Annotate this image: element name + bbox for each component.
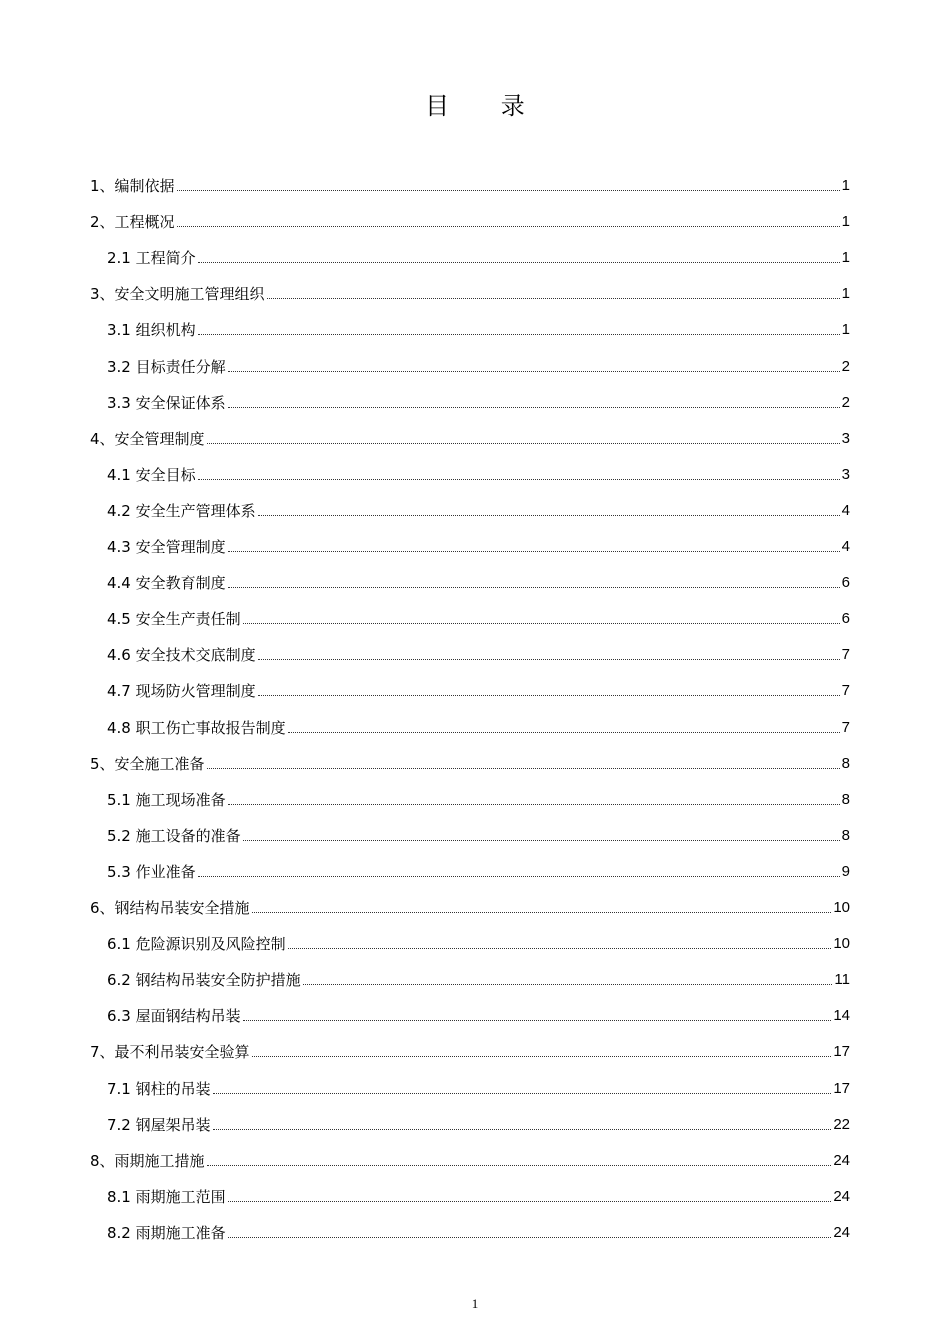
toc-entry-label: 6.2 钢结构吊装安全防护措施 bbox=[107, 971, 301, 990]
toc-entry-page: 6 bbox=[841, 610, 850, 628]
toc-leader-dots bbox=[177, 190, 840, 191]
toc-entry[interactable] bbox=[107, 998, 850, 1034]
toc-leader-dots bbox=[258, 695, 840, 696]
page-title: 目 录 bbox=[425, 92, 547, 120]
toc-leader-dots bbox=[228, 1201, 832, 1202]
toc-entry-page: 14 bbox=[833, 1007, 850, 1025]
toc-entry-label: 4.3 安全管理制度 bbox=[107, 538, 226, 556]
toc-leader-dots bbox=[228, 804, 840, 805]
toc-entry-page: 10 bbox=[833, 935, 850, 953]
toc-entry[interactable] bbox=[107, 565, 850, 601]
toc-entry[interactable] bbox=[90, 746, 850, 782]
toc-entry-page: 1 bbox=[841, 285, 850, 303]
toc-leader-dots bbox=[207, 443, 840, 444]
toc-entry-label: 7.2 钢屋架吊装 bbox=[107, 1115, 211, 1134]
toc-entry-page: 24 bbox=[833, 1187, 850, 1205]
toc-entry-page: 1 bbox=[841, 321, 850, 339]
toc-leader-dots bbox=[243, 623, 840, 624]
toc-entry-label: 4.6 安全技术交底制度 bbox=[107, 646, 256, 665]
toc-leader-dots bbox=[288, 732, 840, 733]
toc-entry-label: 7、最不利吊装安全验算 bbox=[90, 1043, 250, 1062]
toc-entry-label: 8.2 雨期施工准备 bbox=[107, 1223, 226, 1242]
toc-entry[interactable] bbox=[90, 1034, 850, 1070]
toc-entry-page: 2 bbox=[841, 357, 850, 375]
toc-leader-dots bbox=[303, 984, 833, 985]
toc-entry-page: 6 bbox=[841, 574, 850, 592]
toc-entry-label: 6.1 危险源识别及风险控制 bbox=[107, 935, 286, 954]
toc-leader-dots bbox=[267, 298, 840, 299]
toc-entry-label: 5.2 施工设备的准备 bbox=[107, 826, 241, 845]
toc-leader-dots bbox=[198, 334, 840, 335]
toc-entry-page: 1 bbox=[841, 213, 850, 231]
toc-leader-dots bbox=[228, 587, 840, 588]
toc-entry[interactable] bbox=[107, 457, 850, 493]
toc-entry-page: 10 bbox=[833, 899, 850, 916]
toc-entry-label: 1、编制依据 bbox=[90, 177, 175, 195]
toc-leader-dots bbox=[213, 1129, 832, 1130]
toc-entry-label: 8.1 雨期施工范围 bbox=[107, 1187, 226, 1206]
toc-entry-label: 4、安全管理制度 bbox=[90, 429, 205, 448]
toc-entry-page: 7 bbox=[841, 646, 850, 664]
toc-leader-dots bbox=[207, 768, 840, 769]
toc-entry[interactable] bbox=[90, 168, 850, 204]
toc-entry-label: 4.7 现场防火管理制度 bbox=[107, 682, 256, 701]
toc-entry-page: 8 bbox=[841, 754, 850, 772]
toc-entry-page: 3 bbox=[841, 429, 850, 447]
toc-entry[interactable] bbox=[107, 637, 850, 673]
toc-entry[interactable] bbox=[107, 818, 850, 854]
toc-entry-page: 4 bbox=[841, 501, 850, 519]
toc-entry-page: 24 bbox=[833, 1151, 850, 1169]
toc-entry-page: 17 bbox=[833, 1079, 850, 1097]
toc-leader-dots bbox=[258, 659, 840, 660]
toc-entry-label: 3.2 目标责任分解 bbox=[107, 357, 226, 376]
toc-entry[interactable] bbox=[107, 1179, 850, 1215]
toc-entry[interactable] bbox=[90, 204, 850, 240]
toc-entry[interactable] bbox=[107, 601, 850, 637]
toc-entry[interactable] bbox=[90, 276, 850, 312]
toc-leader-dots bbox=[228, 371, 840, 372]
toc-entry[interactable] bbox=[90, 1143, 850, 1179]
toc-entry-label: 3.3 安全保证体系 bbox=[107, 393, 226, 412]
toc-entry-label: 2、工程概况 bbox=[90, 213, 175, 232]
toc-entry[interactable] bbox=[107, 926, 850, 962]
toc-entry-page: 17 bbox=[833, 1043, 850, 1061]
toc-leader-dots bbox=[252, 1056, 832, 1057]
toc-leader-dots bbox=[177, 226, 840, 227]
toc-entry-label: 2.1 工程简介 bbox=[107, 249, 196, 268]
toc-leader-dots bbox=[207, 1165, 832, 1166]
toc-entry[interactable] bbox=[107, 1107, 850, 1143]
toc-leader-dots bbox=[258, 515, 840, 516]
toc-entry-page: 22 bbox=[833, 1115, 850, 1133]
toc-entry[interactable] bbox=[107, 710, 850, 746]
toc-entry-page: 3 bbox=[841, 465, 850, 483]
toc-leader-dots bbox=[213, 1093, 832, 1094]
toc-leader-dots bbox=[228, 1237, 832, 1238]
toc-entry-label: 4.1 安全目标 bbox=[107, 465, 196, 484]
toc-entry-page: 7 bbox=[841, 682, 850, 700]
toc-entry-label: 4.4 安全教育制度 bbox=[107, 574, 226, 593]
toc-entry-label: 4.5 安全生产责任制 bbox=[107, 610, 241, 629]
toc-entry[interactable] bbox=[107, 349, 850, 385]
toc-entry-label: 5.3 作业准备 bbox=[107, 862, 196, 881]
toc-entry[interactable] bbox=[107, 312, 850, 348]
toc-entry[interactable] bbox=[107, 385, 850, 421]
toc-entry-page: 9 bbox=[841, 862, 850, 880]
toc-leader-dots bbox=[228, 407, 840, 408]
toc-entry-label: 5、安全施工准备 bbox=[90, 754, 205, 773]
toc-entry-label: 6.3 屋面钢结构吊装 bbox=[107, 1007, 241, 1026]
toc-entry[interactable] bbox=[107, 782, 850, 818]
toc-entry-label: 3.1 组织机构 bbox=[107, 321, 196, 340]
toc-entry-page: 7 bbox=[841, 718, 850, 736]
toc-leader-dots bbox=[252, 912, 832, 913]
toc-entry-label: 5.1 施工现场准备 bbox=[107, 790, 226, 809]
toc-entry[interactable] bbox=[107, 493, 850, 529]
toc-leader-dots bbox=[243, 1020, 832, 1021]
toc-entry-page: 2 bbox=[841, 393, 850, 411]
toc-entry-page: 8 bbox=[841, 826, 850, 844]
toc-entry[interactable] bbox=[107, 1215, 850, 1251]
toc-entry-page: 11 bbox=[834, 971, 850, 989]
toc-entry-label: 4.2 安全生产管理体系 bbox=[107, 501, 256, 520]
toc-leader-dots bbox=[288, 948, 832, 949]
toc-entry[interactable] bbox=[107, 240, 850, 276]
toc-entry-page: 8 bbox=[841, 790, 850, 808]
toc-leader-dots bbox=[198, 262, 840, 263]
toc-entry-label: 7.1 钢柱的吊装 bbox=[107, 1079, 211, 1098]
toc-leader-dots bbox=[198, 479, 840, 480]
toc-entry-page: 4 bbox=[841, 538, 850, 555]
toc-entry-label: 8、雨期施工措施 bbox=[90, 1151, 205, 1170]
toc-entry[interactable] bbox=[107, 854, 850, 890]
toc-entry-label: 4.8 职工伤亡事故报告制度 bbox=[107, 718, 286, 737]
toc-entry[interactable] bbox=[107, 529, 850, 565]
toc-entry[interactable] bbox=[107, 673, 850, 709]
toc-entry[interactable] bbox=[90, 421, 850, 457]
toc-entry-page: 24 bbox=[833, 1223, 850, 1241]
toc-leader-dots bbox=[228, 551, 840, 552]
toc-leader-dots bbox=[198, 876, 840, 877]
toc-entry-label: 6、钢结构吊装安全措施 bbox=[90, 899, 250, 917]
toc-entry-page: 1 bbox=[841, 177, 850, 194]
page-number: 1 bbox=[471, 1296, 479, 1311]
toc-entry[interactable] bbox=[107, 962, 850, 998]
toc-entry-page: 1 bbox=[841, 249, 850, 267]
toc-entry-label: 3、安全文明施工管理组织 bbox=[90, 285, 265, 304]
toc-leader-dots bbox=[243, 840, 840, 841]
toc-entry[interactable] bbox=[107, 1071, 850, 1107]
toc-entry[interactable] bbox=[90, 890, 850, 926]
